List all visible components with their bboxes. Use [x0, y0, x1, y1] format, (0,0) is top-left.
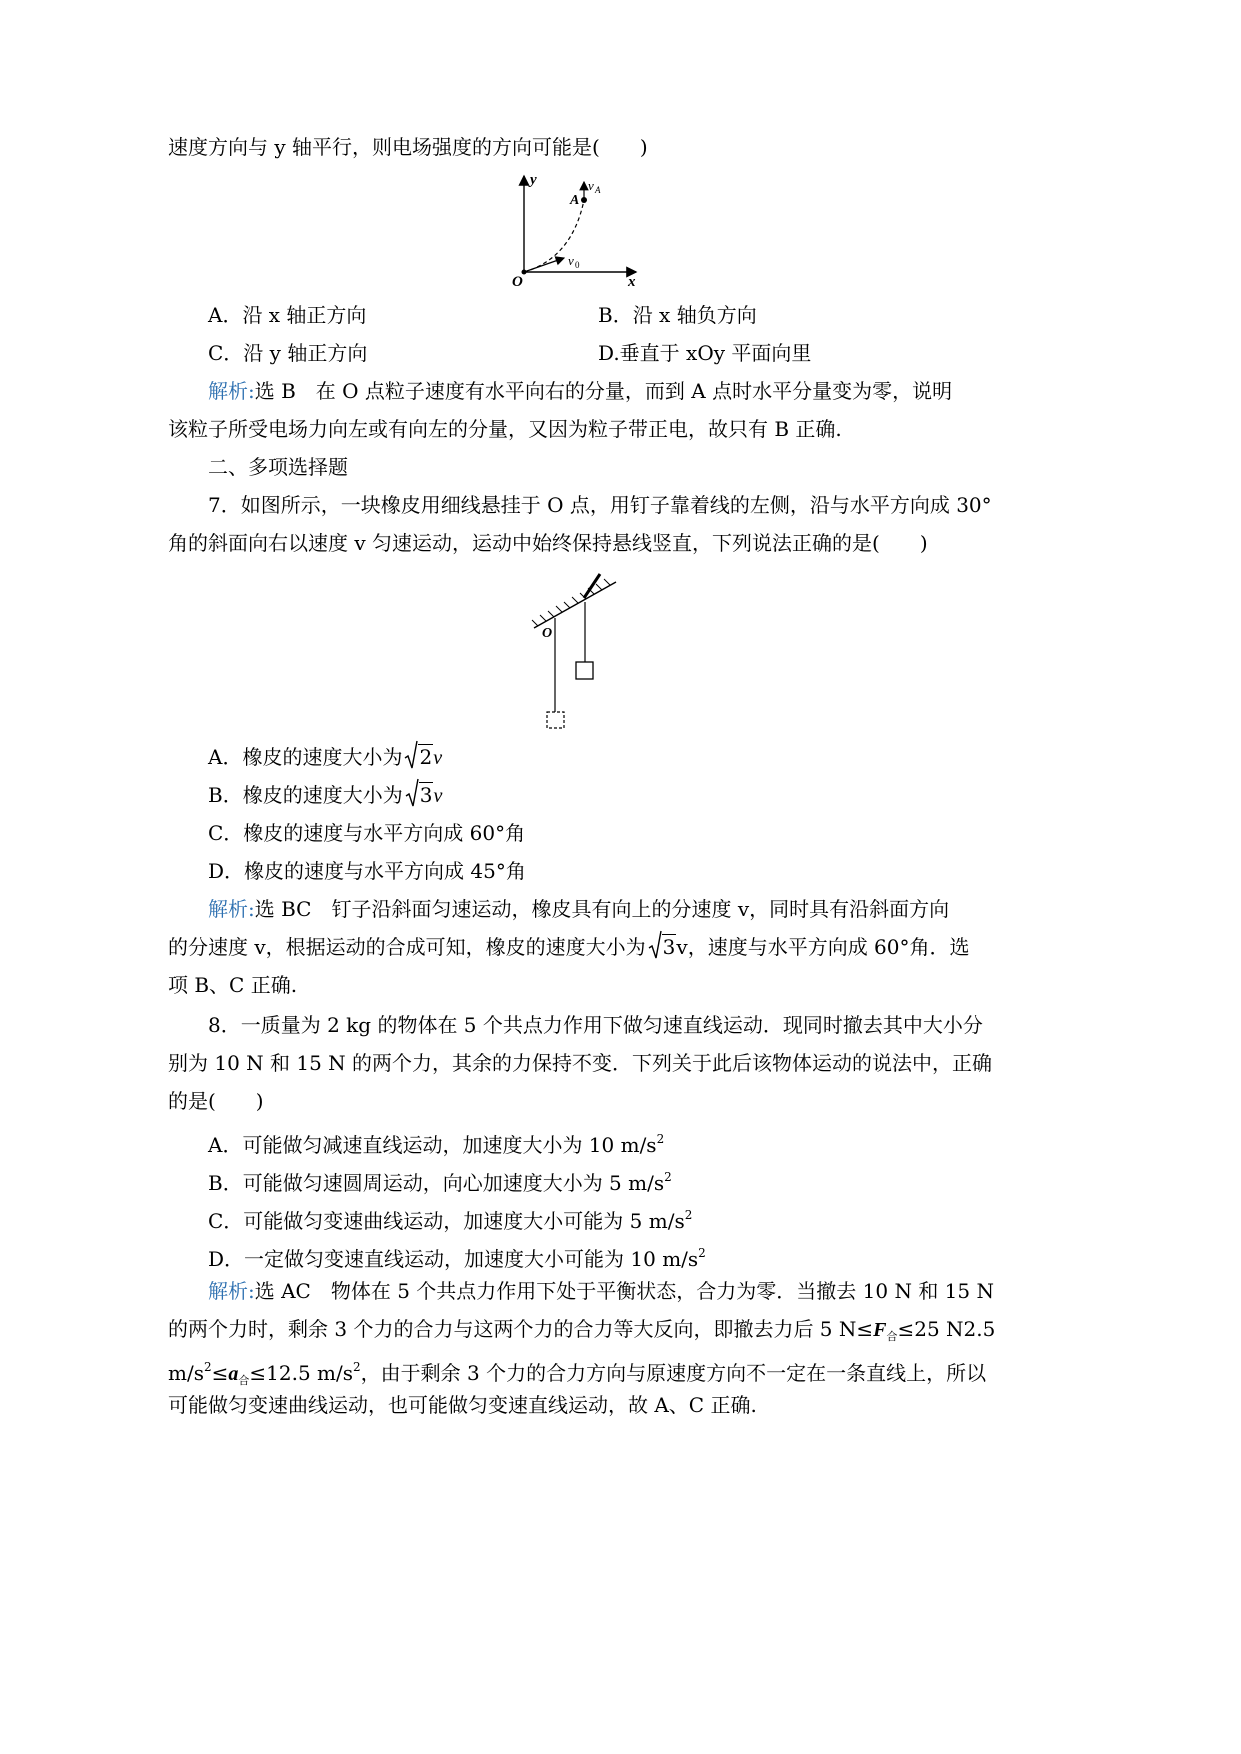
- origin-label: O: [512, 274, 523, 290]
- q6-option-a: A．沿 x 轴正方向: [208, 303, 367, 327]
- q7-stem-line2: 角的斜面向右以速度 v 匀速运动，运动中始终保持悬线竖直，下列说法正确的是( ): [168, 531, 928, 555]
- sqrt-symbol: 3: [648, 934, 677, 960]
- section-title: 二、多项选择题: [208, 455, 348, 479]
- q8-analysis-line4: 可能做匀变速曲线运动，也可能做匀变速直线运动，故 A、C 正确.: [168, 1393, 757, 1417]
- q7-option-a: A．橡皮的速度大小为 2v: [208, 744, 442, 771]
- v0-arrow: [524, 258, 564, 272]
- q6-option-b: B．沿 x 轴负方向: [598, 303, 757, 327]
- q6-analysis-line2: 该粒子所受电场力向左或有向左的分量，又因为粒子带正电，故只有 B 正确.: [168, 417, 842, 441]
- q8-stem-line3: 的是( ): [168, 1089, 264, 1113]
- q8-analysis-line3: $m/s^2\le a_合\le 12.5$ $m/s^2$，由于剩余 3 个力的合力方向与原速度方向不一定在一条直线上，所以: [168, 1360, 987, 1387]
- q6-option-c: C．沿 y 轴正方向: [208, 341, 368, 365]
- q8-option-d: D．一定做匀变速直线运动，加速度大小可能为 10 $m/s^2$: [208, 1246, 706, 1271]
- q8-analysis-line1: 解析:选 AC 物体在 5 个共点力作用下处于平衡状态，合力为零．当撤去 10 N 和 15 N: [208, 1279, 994, 1303]
- sqrt-symbol: 3: [405, 782, 434, 808]
- analysis-label: 解析:: [208, 379, 255, 403]
- v0-sub: 0: [575, 260, 580, 270]
- q6-trajectory-figure: [500, 168, 650, 290]
- va-label: v: [588, 178, 594, 193]
- q7-option-b: B．橡皮的速度大小为 3v: [208, 782, 442, 809]
- v0-label: v: [568, 253, 574, 268]
- q7-eraser-figure: [528, 570, 628, 732]
- q7-option-c: C．橡皮的速度与水平方向成 60°角: [208, 821, 526, 845]
- q6-stem: 速度方向与 y 轴平行，则电场强度的方向可能是( ): [168, 135, 648, 159]
- q8-stem-line1: 8．一质量为 2 kg 的物体在 5 个共点力作用下做匀速直线运动．现同时撤去其中大小分: [208, 1013, 983, 1037]
- q8-option-a: A．可能做匀减速直线运动，加速度大小为 10 $m/s^2$: [208, 1132, 665, 1157]
- analysis-label: 解析:: [208, 897, 255, 921]
- q7-analysis-line2: 的分速度 v，根据运动的合成可知，橡皮的速度大小为 3v，速度与水平方向成 60°角．选: [168, 934, 970, 960]
- analysis-label: 解析:: [208, 1279, 255, 1303]
- q7-stem-line1: 7．如图所示，一块橡皮用细线悬挂于 O 点，用钉子靠着线的左侧，沿与水平方向成 30°: [208, 493, 992, 517]
- incline-surface: [534, 582, 616, 628]
- q7-analysis-line1: 解析:选 BC 钉子沿斜面匀速运动，橡皮具有向上的分速度 v，同时具有沿斜面方向: [208, 897, 950, 921]
- x-axis-label: x: [628, 274, 636, 290]
- q8-analysis-line2: 的两个力时，剩余 3 个力的合力与这两个力的合力等大反向，即撤去力后 5 $N\le F_合\le 25$ N2.5: [168, 1317, 996, 1343]
- y-axis-label: y: [530, 172, 537, 188]
- q6-analysis-line1: 解析:选 B 在 O 点粒子速度有水平向右的分量，而到 A 点时水平分量变为零，说明: [208, 379, 953, 403]
- q7-option-d: D．橡皮的速度与水平方向成 45°角: [208, 859, 526, 883]
- eraser: [576, 662, 593, 679]
- sqrt-symbol: 2: [404, 744, 433, 770]
- q6-option-d: D.垂直于 xOy 平面向里: [598, 341, 812, 365]
- eraser-original-position: [547, 712, 564, 728]
- point-a-label: A: [570, 193, 580, 208]
- q8-option-c: C．可能做匀变速曲线运动，加速度大小可能为 5 $m/s^2$: [208, 1208, 693, 1233]
- q7-analysis-line3: 项 B、C 正确.: [168, 973, 298, 997]
- va-sub: A: [595, 185, 601, 195]
- q8-stem-line2: 别为 10 N 和 15 N 的两个力，其余的力保持不变．下列关于此后该物体运动的说法中，正确: [168, 1051, 993, 1075]
- q8-option-b: B．可能做匀速圆周运动，向心加速度大小为 5 $m/s^2$: [208, 1170, 672, 1195]
- origin-label: O: [542, 626, 553, 641]
